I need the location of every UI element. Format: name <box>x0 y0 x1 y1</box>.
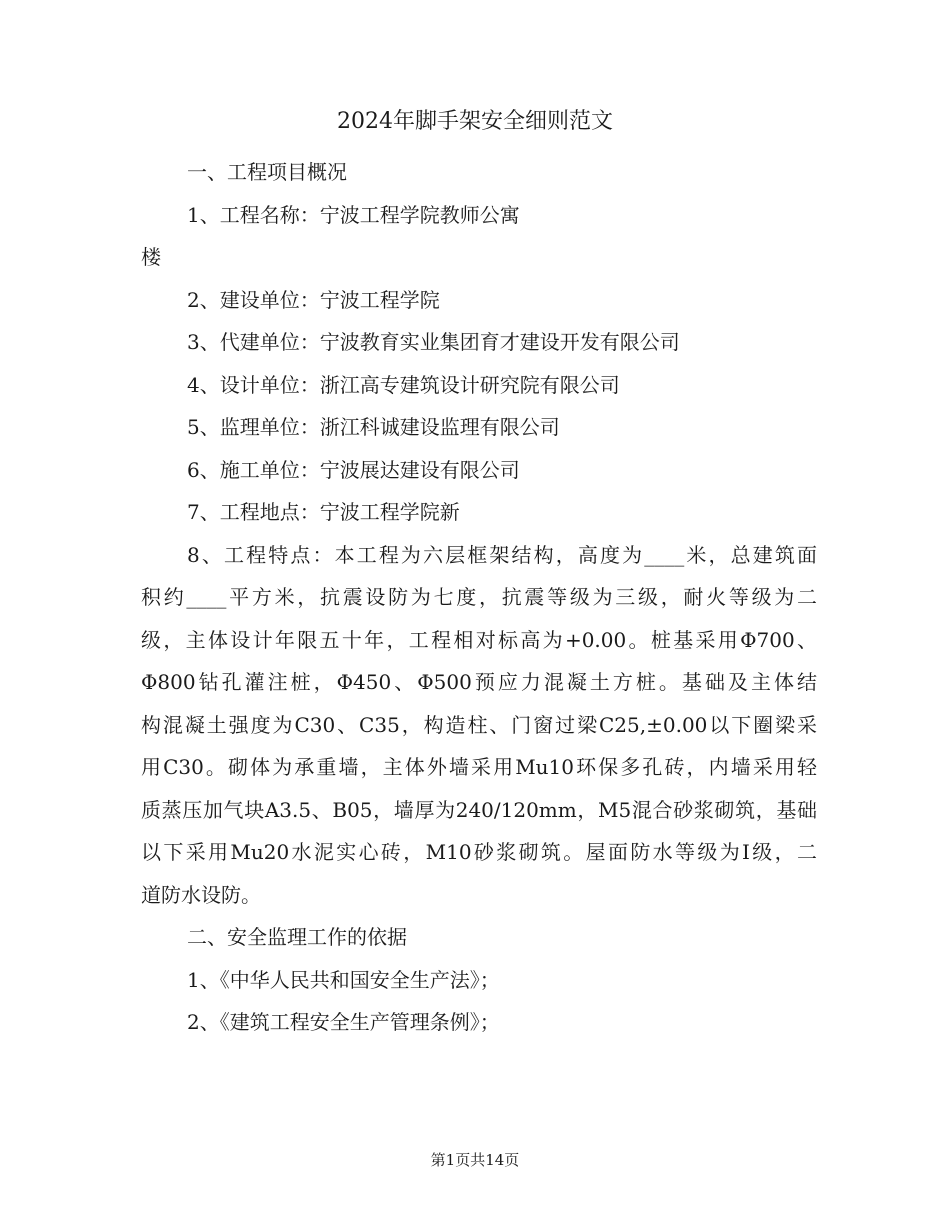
basis-item-safety-regulations: 2、《建筑工程安全生产管理条例》； <box>187 1010 500 1034</box>
document-title: 2024年脚手架安全细则范文 <box>337 109 613 134</box>
project-features-line: Φ800钻孔灌注桩，Φ450、Φ500预应力混凝土方桩。基础及主体结 <box>141 670 817 694</box>
project-features-line-last: 道防水设防。 <box>141 882 261 907</box>
item-builder-unit: 6、施工单位：宁波展达建设有限公司 <box>187 457 520 482</box>
item-design-unit: 4、设计单位：浙江高专建筑设计研究院有限公司 <box>187 372 620 397</box>
section-heading-overview: 一、工程项目概况 <box>187 160 347 184</box>
project-features-line: 以下采用Mu20水泥实心砖，M10砂浆砌筑。屋面防水等级为Ⅰ级，二 <box>141 840 817 864</box>
project-features-line: 质蒸压加气块A3.5、B05，墙厚为240/120mm，M5混合砂浆砌筑，基础 <box>141 797 817 822</box>
project-features-line: 级，主体设计年限五十年，工程相对标高为+0.00。桩基采用Φ700、 <box>141 627 817 652</box>
page-number-footer: 第1页共14页 <box>430 1151 520 1169</box>
project-features-line: 积约____平方米，抗震设防为七度，抗震等级为三级，耐火等级为二 <box>141 585 817 609</box>
item-construction-unit: 2、建设单位：宁波工程学院 <box>187 287 440 312</box>
item-project-name-continued: 楼 <box>141 245 161 269</box>
item-project-name: 1、工程名称：宁波工程学院教师公寓 <box>187 202 520 227</box>
section-heading-basis: 二、安全监理工作的依据 <box>187 925 407 949</box>
project-features-line: 构混凝土强度为C30、C35，构造柱、门窗过梁C25,±0.00以下圈梁采 <box>141 712 817 737</box>
basis-item-safety-law: 1、《中华人民共和国安全生产法》； <box>187 967 500 992</box>
item-agent-unit: 3、代建单位：宁波教育实业集团育才建设开发有限公司 <box>187 330 680 354</box>
item-supervision-unit: 5、监理单位：浙江科诚建设监理有限公司 <box>187 415 560 439</box>
item-project-location: 7、工程地点：宁波工程学院新 <box>187 500 460 524</box>
project-features-line: 8、工程特点：本工程为六层框架结构，高度为____米，总建筑面 <box>187 542 817 567</box>
project-features-line: 用C30。砌体为承重墙，主体外墙采用Mu10环保多孔砖，内墙采用轻 <box>141 755 817 779</box>
document-body <box>141 151 817 1044</box>
